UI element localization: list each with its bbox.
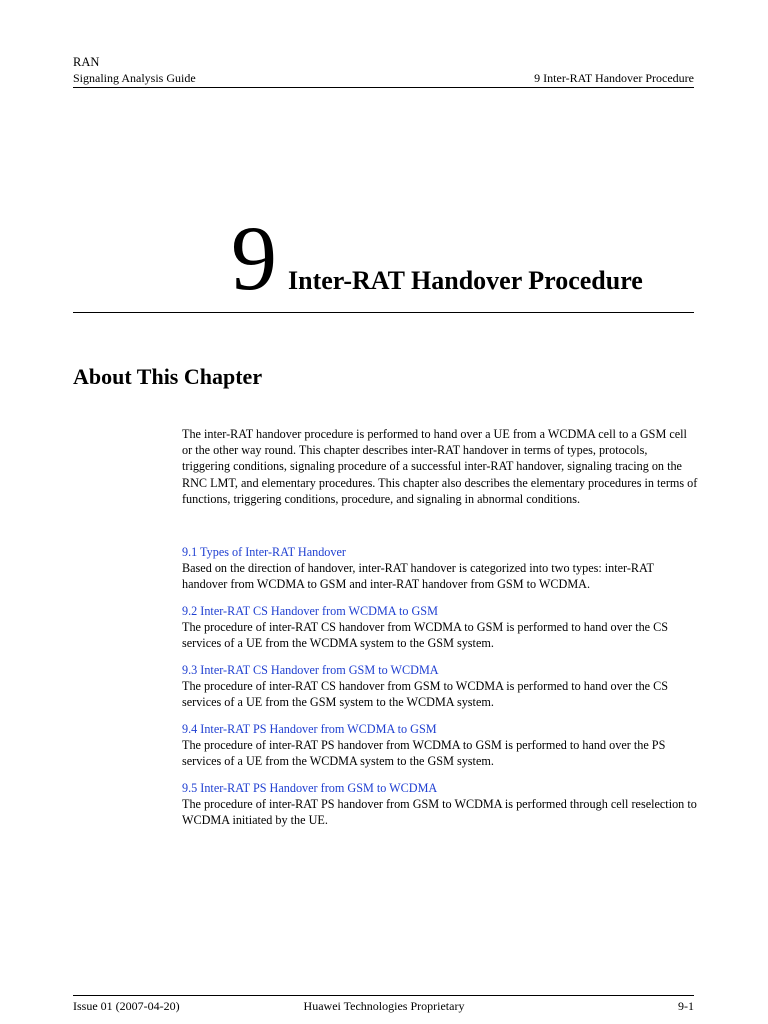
section-description: Based on the direction of handover, inter-RAT handover is categorized into two types: inter-RAT handover from WCDMA to GSM and inter-RAT handover from GSM to WCDMA. bbox=[182, 561, 654, 592]
section-summary-9-3 bbox=[182, 662, 698, 711]
footer-issue: Issue 01 (2007-04-20) bbox=[73, 999, 180, 1013]
section-summary-9-5 bbox=[182, 780, 698, 829]
chapter-title-block bbox=[73, 207, 694, 309]
footer-company: Huawei Technologies Proprietary bbox=[303, 999, 465, 1013]
about-intro-paragraph: The inter-RAT handover procedure is performed to hand over a UE from a WCDMA cell to a GSM cell or the other way round. This chapter describes inter-RAT handover in terms of types, protocols, triggering conditions, signaling procedure of a successful inter-RAT handover, signaling tracing on the RNC LMT, and elementary procedures. This chapter also describes the elementary procedures in terms of functions, triggering conditions, procedure, and signaling in abnormal conditions. bbox=[182, 427, 698, 506]
header-chapter-title: 9 Inter-RAT Handover Procedure bbox=[534, 71, 694, 85]
section-link-9-4[interactable]: 9.4 Inter-RAT PS Handover from WCDMA to GSM bbox=[182, 722, 437, 736]
section-link-9-2[interactable]: 9.2 Inter-RAT CS Handover from WCDMA to GSM bbox=[182, 604, 438, 618]
header-product: RAN bbox=[73, 55, 100, 69]
header-document-title: Signaling Analysis Guide bbox=[73, 71, 196, 85]
section-link-9-1[interactable]: 9.1 Types of Inter-RAT Handover bbox=[182, 545, 346, 559]
about-heading: About This Chapter bbox=[73, 364, 263, 389]
section-description: The procedure of inter-RAT CS handover from GSM to WCDMA is performed to hand over the CS services of a UE from the GSM system to the WCDMA system. bbox=[182, 679, 669, 710]
section-description: The procedure of inter-RAT PS handover from WCDMA to GSM is performed to hand over the PS services of a UE from the WCDMA system to the GSM system. bbox=[182, 738, 666, 769]
section-link-9-3[interactable]: 9.3 Inter-RAT CS Handover from GSM to WCDMA bbox=[182, 663, 439, 677]
chapter-title: Inter-RAT Handover Procedure bbox=[288, 266, 643, 295]
section-link-9-5[interactable]: 9.5 Inter-RAT PS Handover from GSM to WCDMA bbox=[182, 781, 438, 795]
section-description: The procedure of inter-RAT PS handover from GSM to WCDMA is performed through cell reselection to WCDMA initiated by the UE. bbox=[182, 797, 697, 828]
footer-divider bbox=[73, 995, 694, 996]
footer-page-number: 9-1 bbox=[678, 999, 694, 1013]
section-summary-9-4 bbox=[182, 721, 698, 770]
section-description: The procedure of inter-RAT CS handover from WCDMA to GSM is performed to hand over the CS services of a UE from the WCDMA system to the GSM system. bbox=[182, 620, 669, 651]
section-summary-9-1 bbox=[182, 544, 698, 593]
section-summary-9-2 bbox=[182, 603, 698, 652]
chapter-number: 9 bbox=[231, 207, 277, 309]
header-divider bbox=[73, 87, 694, 88]
title-divider bbox=[73, 312, 694, 313]
